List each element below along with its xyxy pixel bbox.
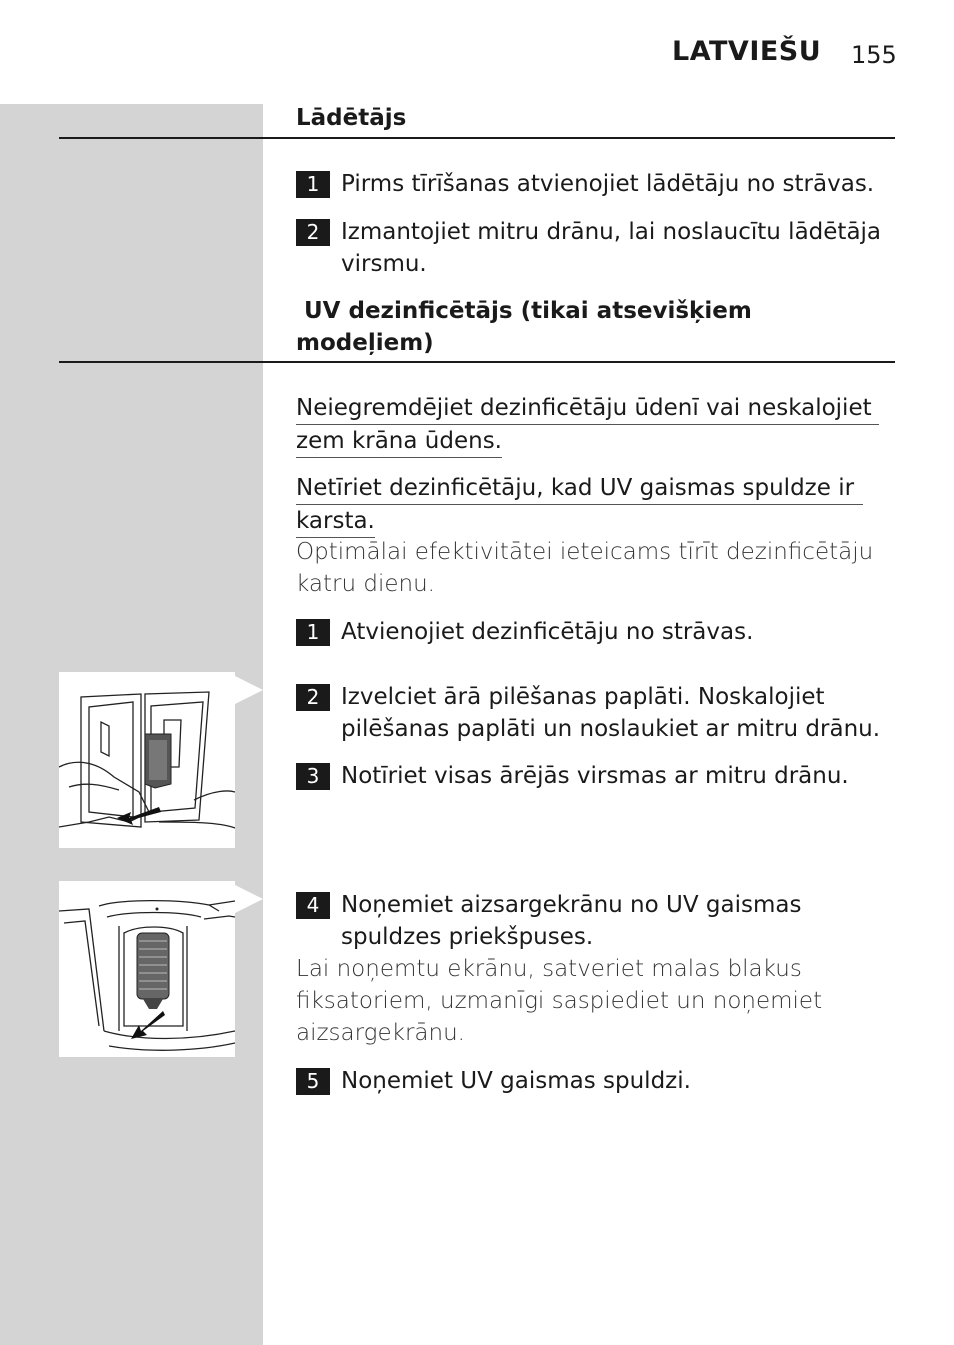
step-number: 4 [296, 892, 330, 919]
warning-line: karsta. [296, 505, 375, 538]
screen-removal-note: Lai noņemtu ekrānu, satveriet malas blakus fiksatoriem, uzmanīgi saspiediet un noņemiet aizsargekrānu. [296, 956, 823, 1046]
step-text: Noņemiet UV gaismas spuldzi. [341, 1068, 691, 1094]
drip-tray-removal-illustration [59, 672, 235, 848]
section-divider [59, 361, 895, 363]
page-number: 155 [851, 41, 897, 69]
section-title-uv [296, 295, 752, 359]
warning-no-immersion [296, 392, 879, 458]
warning-hot-lamp [296, 472, 863, 538]
step-text: Izmantojiet mitru drānu, lai noslaucītu lādētāja virsmu. [341, 219, 882, 277]
uv-step-5 [296, 1065, 886, 1097]
section-title-uv-line2: modeļiem) [296, 330, 434, 356]
step-text: Notīriet visas ārējās virsmas ar mitru drānu. [341, 763, 849, 789]
drip-tray-illustration-drawing [59, 672, 235, 848]
section-divider [59, 137, 895, 139]
uv-step-2 [296, 681, 886, 745]
uv-step-4 [296, 889, 886, 953]
illustration-pointer [235, 885, 263, 913]
step-number: 5 [296, 1068, 330, 1095]
uv-step-3 [296, 760, 886, 792]
charger-step-1 [296, 168, 886, 200]
illustration-pointer [235, 676, 263, 704]
step-number: 1 [296, 619, 330, 646]
step-number: 2 [296, 684, 330, 711]
charger-step-2 [296, 216, 886, 280]
screen-illustration-drawing [59, 881, 235, 1057]
step-text: Noņemiet aizsargekrānu no UV gaismas spuldzes priekšpuses. [341, 892, 802, 950]
step-number: 1 [296, 171, 330, 198]
step-number: 3 [296, 763, 330, 790]
language-header: LATVIEŠU [672, 36, 822, 67]
cleaning-tip: Optimālai efektivitātei ieteicams tīrīt dezinficētāju katru dienu. [296, 539, 874, 597]
step-text: Pirms tīrīšanas atvienojiet lādētāju no strāvas. [341, 171, 875, 197]
step-number: 2 [296, 219, 330, 246]
uv-step-1 [296, 616, 886, 648]
step-text: Atvienojiet dezinficētāju no strāvas. [341, 619, 754, 645]
section-title-charger: Lādētājs [296, 105, 407, 131]
section-title-uv-line1: UV dezinficētājs (tikai atsevišķiem [296, 298, 752, 324]
step-text: Izvelciet ārā pilēšanas paplāti. Noskalojiet pilēšanas paplāti un noslaukiet ar mitru drānu. [341, 684, 881, 742]
warning-line: zem krāna ūdens. [296, 425, 502, 458]
warning-line: Netīriet dezinficētāju, kad UV gaismas spuldze ir [296, 472, 863, 505]
warning-line: Neiegremdējiet dezinficētāju ūdenī vai neskalojiet [296, 392, 879, 425]
protective-screen-removal-illustration [59, 881, 235, 1057]
